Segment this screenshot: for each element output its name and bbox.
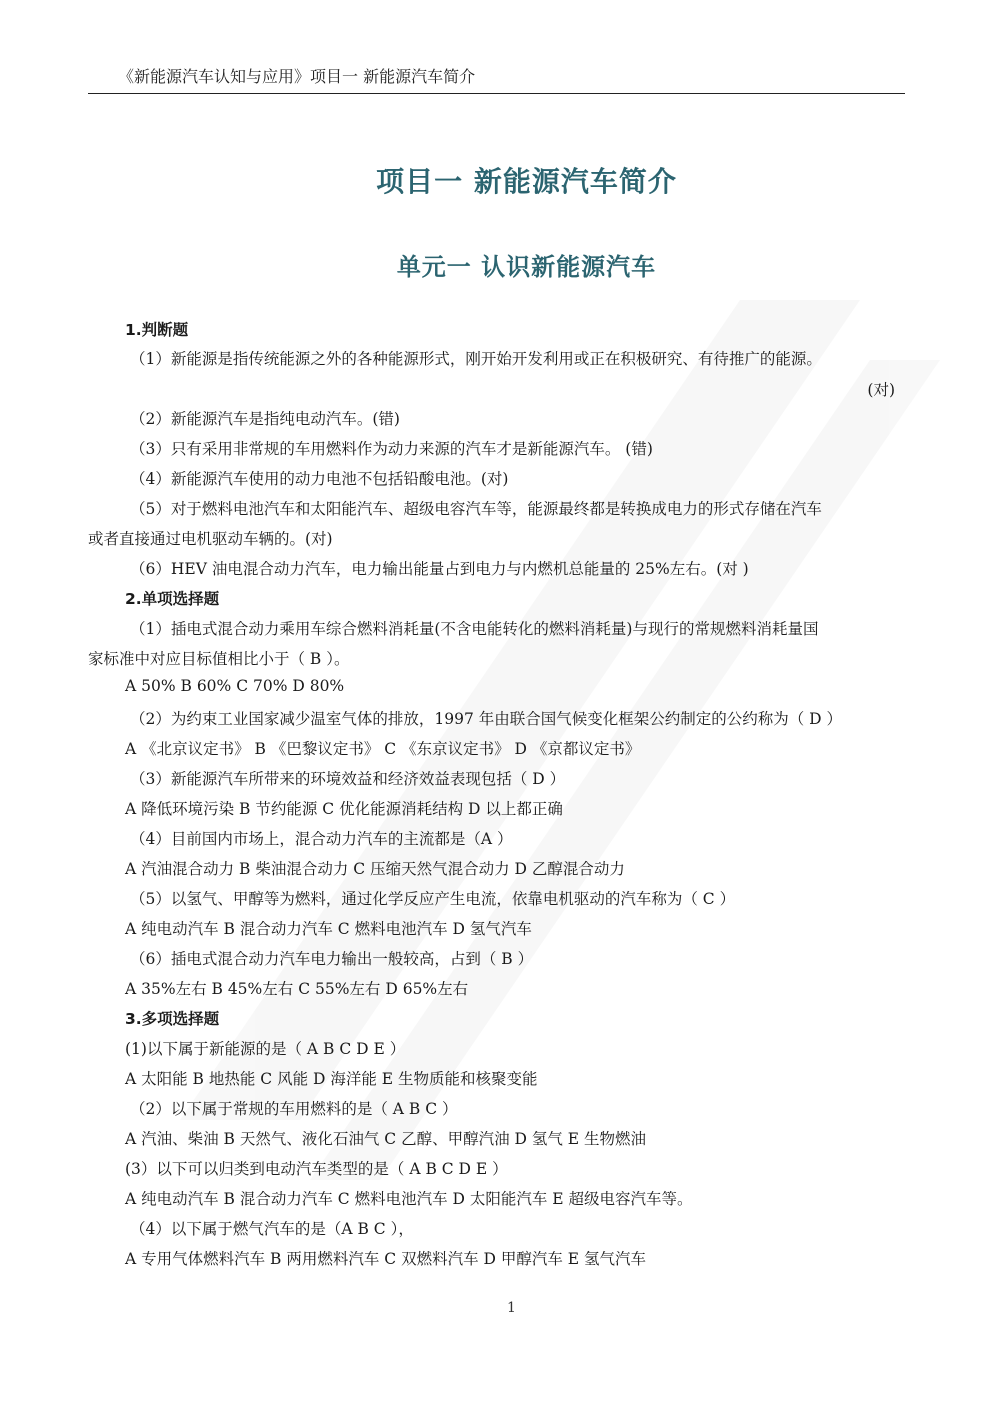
section-heading-multi-choice: 3.多项选择题 [125, 1010, 220, 1028]
single-q1-options: A 50% B 60% C 70% D 80% [125, 677, 345, 695]
page-number: 1 [507, 1300, 516, 1316]
single-q3: （3）新能源汽车所带来的环境效益和经济效益表现包括（ D ） [130, 770, 566, 788]
running-header: 《新能源汽车认知与应用》项目一 新能源汽车简介 [118, 67, 476, 86]
multi-q4: （4）以下属于燃气汽车的是（A B C ）， [130, 1220, 414, 1238]
single-q1-line2: 家标准中对应目标值相比小于（ B ）。 [88, 650, 350, 668]
single-q6-options: A 35%左右 B 45%左右 C 55%左右 D 65%左右 [125, 980, 469, 998]
single-q2-options: A 《北京议定书》 B 《巴黎议定书》 C 《东京议定书》 D 《京都议定书》 [125, 740, 641, 758]
section-heading-single-choice: 2.单项选择题 [125, 590, 220, 608]
judgment-q5-line1: （5）对于燃料电池汽车和太阳能汽车、超级电容汽车等，能源最终都是转换成电力的形式存储在汽车 [130, 500, 822, 518]
multi-q1: (1)以下属于新能源的是（ A B C D E ） [125, 1040, 406, 1058]
single-q2: （2）为约束工业国家减少温室气体的排放，1997 年由联合国气候变化框架公约制定的公约称为（ D ） [130, 710, 843, 728]
judgment-q1-answer: (对) [867, 381, 895, 399]
single-q6: （6）插电式混合动力汽车电力输出一般较高，占到（ B ） [130, 950, 534, 968]
judgment-q1: （1）新能源是指传统能源之外的各种能源形式，刚开始开发利用或正在积极研究、有待推广的能源。 [130, 350, 822, 368]
single-q4: （4）目前国内市场上，混合动力汽车的主流都是（A ） [130, 830, 513, 848]
multi-q2-options: A 汽油、柴油 B 天然气、液化石油气 C 乙醇、甲醇汽油 D 氢气 E 生物燃油 [125, 1130, 647, 1148]
multi-q2: （2）以下属于常规的车用燃料的是（ A B C ） [130, 1100, 458, 1118]
judgment-q3: （3）只有采用非常规的车用燃料作为动力来源的汽车才是新能源汽车。 (错) [130, 440, 653, 458]
single-q5: （5）以氢气、甲醇等为燃料，通过化学反应产生电流，依靠电机驱动的汽车称为（ C ） [130, 890, 736, 908]
single-q5-options: A 纯电动汽车 B 混合动力汽车 C 燃料电池汽车 D 氢气汽车 [125, 920, 532, 938]
multi-q3: (3）以下可以归类到电动汽车类型的是（ A B C D E ） [125, 1160, 508, 1178]
judgment-q6: （6）HEV 油电混合动力汽车，电力输出能量占到电力与内燃机总能量的 25%左右。(对 ) [130, 560, 749, 578]
single-q4-options: A 汽油混合动力 B 柴油混合动力 C 压缩天然气混合动力 D 乙醇混合动力 [125, 860, 625, 878]
header-rule [88, 93, 905, 94]
multi-q4-options: A 专用气体燃料汽车 B 两用燃料汽车 C 双燃料汽车 D 甲醇汽车 E 氢气汽车 [125, 1250, 647, 1268]
multi-q3-options: A 纯电动汽车 B 混合动力汽车 C 燃料电池汽车 D 太阳能汽车 E 超级电容汽车等。 [125, 1190, 693, 1208]
section-heading-judgment: 1.判断题 [125, 321, 189, 339]
judgment-q2: （2）新能源汽车是指纯电动汽车。(错) [130, 410, 400, 428]
unit-title: 单元一 认识新能源汽车 [396, 252, 657, 281]
multi-q1-options: A 太阳能 B 地热能 C 风能 D 海洋能 E 生物质能和核聚变能 [125, 1070, 538, 1088]
judgment-q4: （4）新能源汽车使用的动力电池不包括铅酸电池。(对) [130, 470, 509, 488]
single-q3-options: A 降低环境污染 B 节约能源 C 优化能源消耗结构 D 以上都正确 [125, 800, 563, 818]
chapter-title: 项目一 新能源汽车简介 [376, 165, 677, 198]
single-q1-line1: （1）插电式混合动力乘用车综合燃料消耗量(不含电能转化的燃料消耗量)与现行的常规燃料消耗量国 [130, 620, 819, 638]
judgment-q5-line2: 或者直接通过电机驱动车辆的。(对) [88, 530, 333, 548]
